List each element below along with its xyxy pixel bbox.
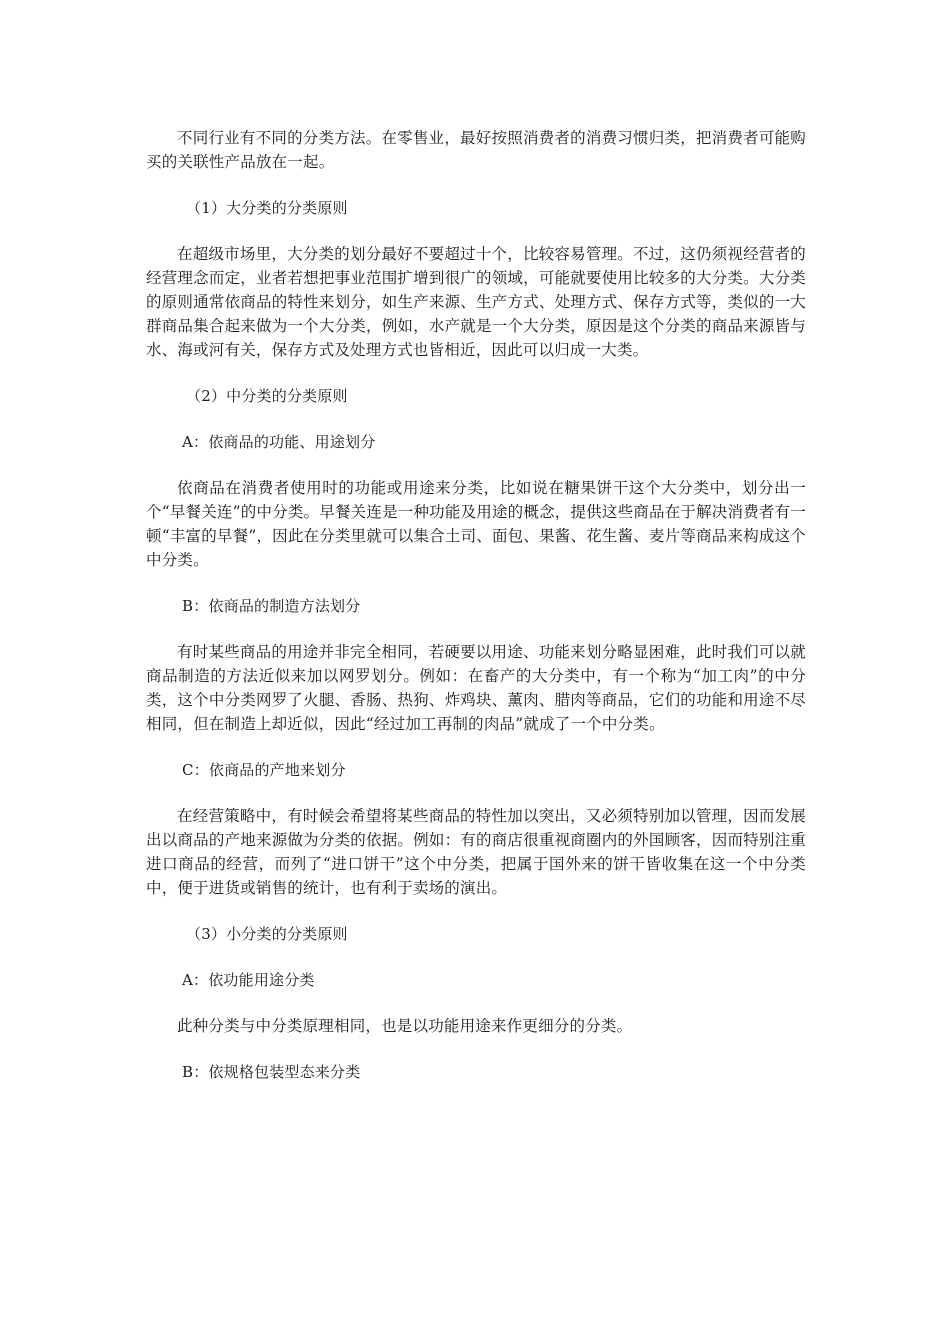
- section3-a-body: 此种分类与中分类原理相同，也是以功能用途来作更细分的分类。: [177, 1017, 633, 1035]
- section3-heading: （3）小分类的分类原则: [186, 925, 348, 943]
- section1-body: 在超级市场里，大分类的划分最好不要超过十个，比较容易管理。不过，这仍须视经营者的经营理念而定，业者若想把事业范围扩增到很广的领域，可能就要使用比较多的大分类。大分类的原则通常依商品的特性来划分，如生产来源、生产方式、处理方式、保存方式等，类似的一大群商品集合起来做为一个大分类，例如，水产就是一个大分类，原因是这个分类的商品来源皆与水、海或河有关，保存方式及处理方式也皆相近，因此可以归成一大类。: [146, 245, 806, 359]
- section2-b-body: 有时某些商品的用途并非完全相同，若硬要以用途、功能来划分略显困难，此时我们可以就商品制造的方法近似来加以网罗划分。例如：在畜产的大分类中，有一个称为“加工肉”的中分类，这个中分类网罗了火腿、香肠、热狗、炸鸡块、薰肉、腊肉等商品，它们的功能和用途不尽相同，但在制造上却近似，因此“经过加工再制的肉品”就成了一个中分类。: [146, 643, 806, 733]
- document-page: [146, 126, 806, 1106]
- section2-a-body: 依商品在消费者使用时的功能或用途来分类，比如说在糖果饼干这个大分类中，划分出一个“早餐关连”的中分类。早餐关连是一种功能及用途的概念，提供这些商品在于解决消费者有一顿“丰富的早餐”，因此在分类里就可以集合土司、面包、果酱、花生酱、麦片等商品来构成这个中分类。: [146, 479, 806, 569]
- section2-heading: （2）中分类的分类原则: [186, 387, 348, 405]
- section2-a-title: A：依商品的功能、用途划分: [182, 433, 376, 451]
- section3-a-title: A：依功能用途分类: [182, 971, 315, 989]
- section2-b-title: B：依商品的制造方法划分: [182, 597, 361, 615]
- section1-heading: （1）大分类的分类原则: [186, 199, 348, 217]
- section3-b-title: B：依规格包装型态来分类: [182, 1063, 361, 1081]
- section2-c-body: 在经营策略中，有时候会希望将某些商品的特性加以突出，又必须特别加以管理，因而发展出以商品的产地来源做为分类的依据。例如：有的商店很重视商圈内的外国顾客，因而特别注重进口商品的经营，而列了“进口饼干”这个中分类，把属于国外来的饼干皆收集在这一个中分类中，便于进货或销售的统计，也有利于卖场的演出。: [146, 807, 806, 897]
- section2-c-title: C：依商品的产地来划分: [182, 761, 346, 779]
- intro-paragraph: 不同行业有不同的分类方法。在零售业，最好按照消费者的消费习惯归类，把消费者可能购买的关联性产品放在一起。: [146, 129, 806, 171]
